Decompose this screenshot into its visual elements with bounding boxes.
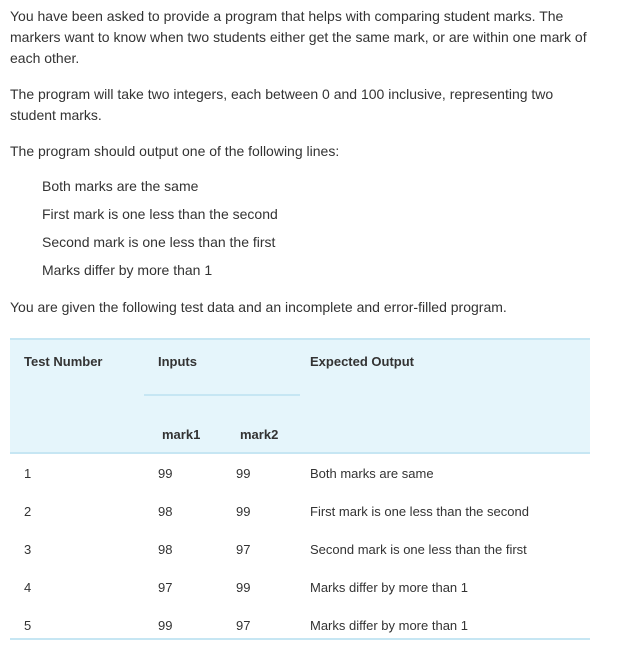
cell-mark2: 97: [236, 541, 251, 557]
intro-paragraph-2: The program will take two integers, each between 0 and 100 inclusive, representing two student marks.: [10, 86, 554, 123]
cell-mark2: 97: [236, 617, 251, 633]
table-row: [10, 568, 590, 606]
cell-expected-output: First mark is one less than the second: [310, 503, 529, 519]
output-option: Marks differ by more than 1: [42, 262, 213, 278]
header-inputs: Inputs: [158, 354, 197, 369]
cell-expected-output: Both marks are same: [310, 465, 434, 481]
cell-expected-output: Second mark is one less than the first: [310, 541, 527, 557]
intro-paragraph-1: You have been asked to provide a program that helps with comparing student marks. The markers want to know when two students either get the same mark, or are within one mark of each other.: [10, 8, 587, 66]
cell-test-number: 1: [24, 465, 32, 481]
table-bottom-border: [10, 638, 590, 640]
cell-mark2: 99: [236, 579, 251, 595]
cell-test-number: 4: [24, 579, 32, 595]
cell-test-number: 3: [24, 541, 32, 557]
cell-test-number: 2: [24, 503, 32, 519]
intro-paragraph-3: The program should output one of the following lines:: [10, 143, 340, 159]
cell-test-number: 5: [24, 617, 32, 633]
cell-expected-output: Marks differ by more than 1: [310, 579, 468, 595]
cell-mark1: 99: [158, 465, 173, 481]
cell-mark2: 99: [236, 465, 251, 481]
output-option: Both marks are the same: [42, 178, 199, 194]
table-row: [10, 492, 590, 530]
cell-mark1: 99: [158, 617, 173, 633]
header-expected-output: Expected Output: [310, 354, 415, 369]
cell-mark1: 97: [158, 579, 173, 595]
header-test-number: Test Number: [24, 354, 103, 369]
output-options-list: [42, 176, 278, 288]
cell-mark1: 98: [158, 503, 173, 519]
table-row: [10, 454, 590, 492]
header-mark2: mark2: [222, 395, 300, 452]
cell-mark2: 99: [236, 503, 251, 519]
table-row: [10, 530, 590, 568]
cell-expected-output: Marks differ by more than 1: [310, 617, 468, 633]
output-option: Second mark is one less than the first: [42, 234, 276, 250]
cell-mark1: 98: [158, 541, 173, 557]
header-mark1: mark1: [144, 395, 222, 452]
test-data-table: [10, 338, 590, 644]
intro-paragraph-4: You are given the following test data and an incomplete and error-filled program.: [10, 299, 507, 315]
output-option: First mark is one less than the second: [42, 206, 278, 222]
